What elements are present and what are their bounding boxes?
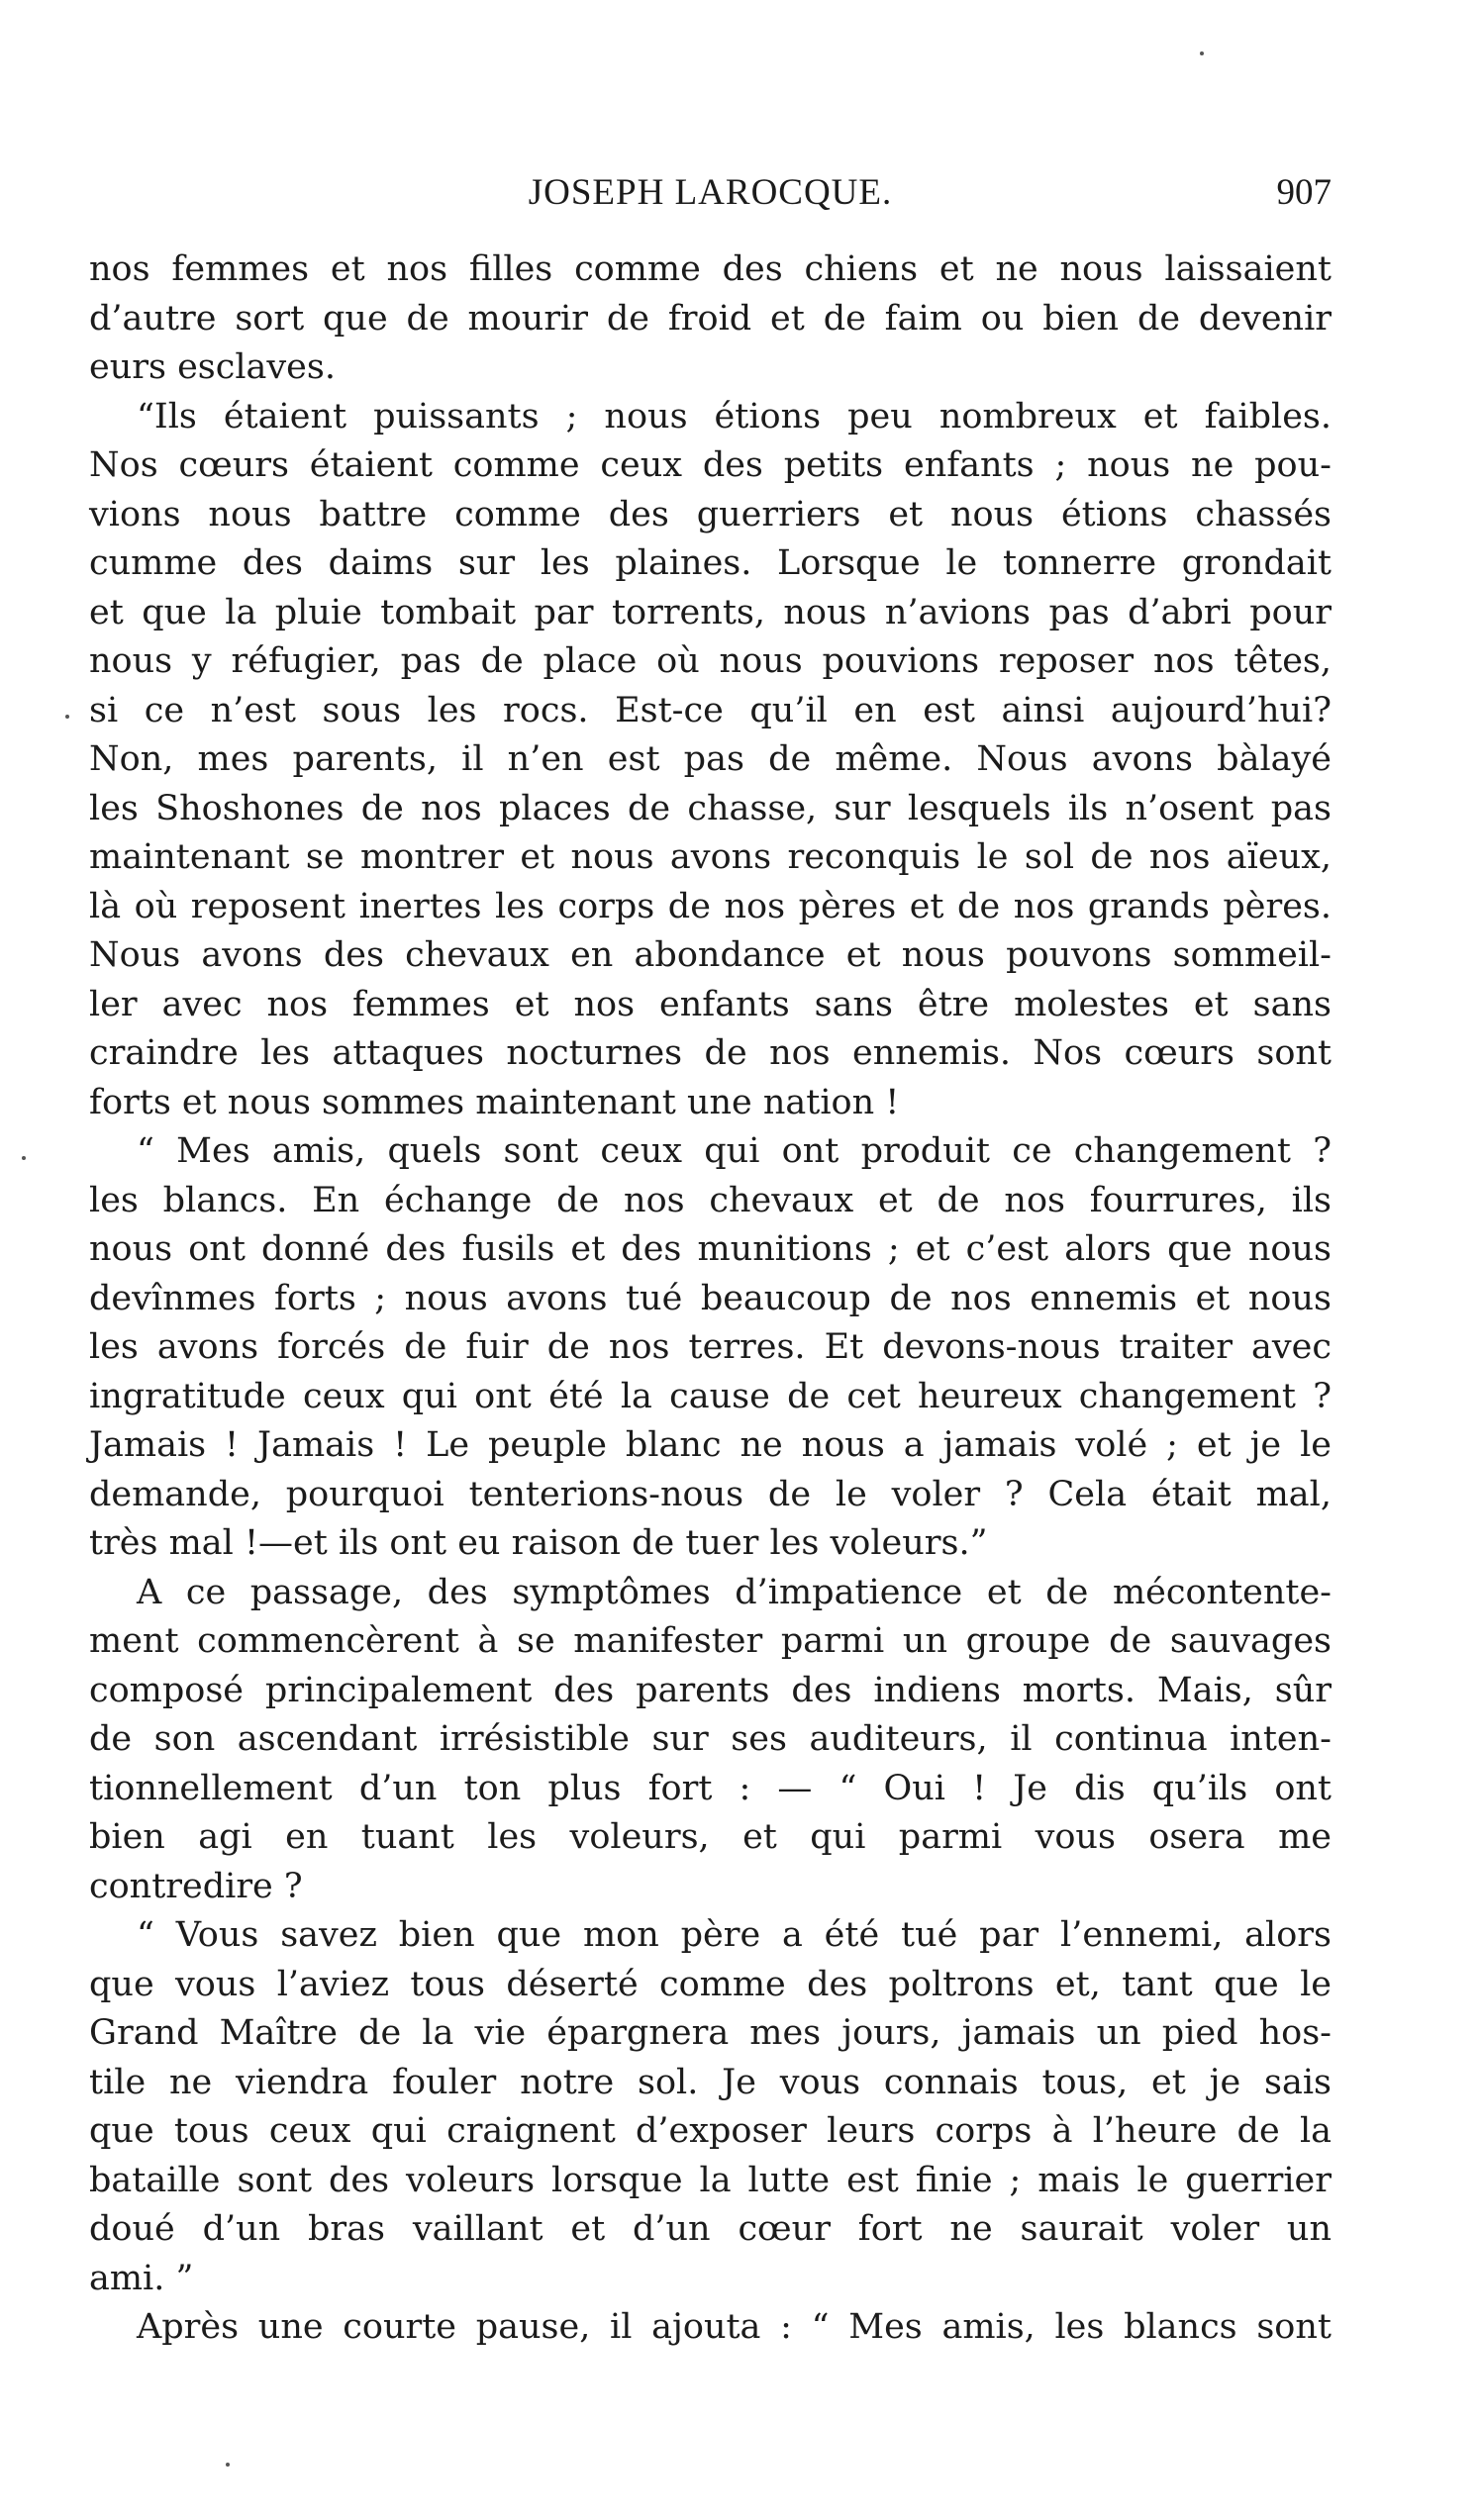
text-line: cumme des daims sur les plaines. Lorsque le tonnerre grondait — [89, 543, 1332, 583]
text-line: les blancs. En échange de nos chevaux et de nos fourrures, ils — [89, 1180, 1332, 1220]
text-line: “Ils étaient puissants ; nous étions peu nombreux et faibles. — [137, 396, 1332, 436]
text-line: d’autre sort que de mourir de froid et de faim ou bien de devenir — [89, 298, 1332, 339]
text-line: Nos cœurs étaient comme ceux des petits enfants ; nous ne pou- — [89, 445, 1332, 485]
text-line: et que la pluie tombait par torrents, nous n’avions pas d’abri pour — [89, 592, 1332, 632]
print-speck — [22, 1156, 26, 1160]
text-line: eurs esclaves. — [89, 347, 336, 387]
text-line: que vous l’aviez tous déserté comme des poltrons et, tant que le — [89, 1964, 1332, 2004]
text-line: bien agi en tuant les voleurs, et qui parmi vous osera me — [89, 1817, 1332, 1857]
text-line: de son ascendant irrésistible sur ses auditeurs, il continua inten- — [89, 1719, 1332, 1759]
text-line: doué d’un bras vaillant et d’un cœur fort ne saurait voler un — [89, 2209, 1332, 2249]
text-line: ami. ” — [89, 2258, 194, 2298]
text-line: craindre les attaques nocturnes de nos ennemis. Nos cœurs sont — [89, 1033, 1332, 1073]
text-line: si ce n’est sous les rocs. Est-ce qu’il en est ainsi aujourd’hui? — [89, 690, 1332, 730]
text-line: très mal !—et ils ont eu raison de tuer les voleurs.” — [89, 1523, 988, 1563]
text-line: que tous ceux qui craignent d’exposer leurs corps à l’heure de la — [89, 2111, 1332, 2151]
text-line: “ Vous savez bien que mon père a été tué par l’ennemi, alors — [137, 1915, 1332, 1955]
print-speck — [1200, 51, 1204, 55]
text-line: les Shoshones de nos places de chasse, sur lesquels ils n’osent pas — [89, 788, 1332, 828]
text-line: là où reposent inertes les corps de nos pères et de nos grands pères. — [89, 886, 1332, 926]
text-line: nous y réfugier, pas de place où nous pouvions reposer nos têtes, — [89, 641, 1332, 681]
text-line: tile ne viendra fouler notre sol. Je vous connais tous, et je sais — [89, 2062, 1332, 2102]
text-line: Jamais ! Jamais ! Le peuple blanc ne nous a jamais volé ; et je le — [89, 1425, 1332, 1465]
text-line: demande, pourquoi tenterions-nous de le voler ? Cela était mal, — [89, 1474, 1332, 1514]
text-line: “ Mes amis, quels sont ceux qui ont produit ce changement ? — [137, 1131, 1332, 1171]
text-line: nous ont donné des fusils et des munitions ; et c’est alors que nous — [89, 1229, 1332, 1269]
text-line: devînmes forts ; nous avons tué beaucoup de nos ennemis et nous — [89, 1278, 1332, 1318]
text-line: tionnellement d’un ton plus fort : — “ Oui ! Je dis qu’ils ont — [89, 1768, 1332, 1808]
text-line: contredire ? — [89, 1866, 303, 1906]
text-line: les avons forcés de fuir de nos terres. Et devons-nous traiter avec — [89, 1327, 1332, 1367]
text-line: bataille sont des voleurs lorsque la lutte est finie ; mais le guerrier — [89, 2160, 1332, 2200]
body-text — [89, 245, 1332, 2353]
text-line: vions nous battre comme des guerriers et nous étions chassés — [89, 494, 1332, 534]
text-line: ler avec nos femmes et nos enfants sans être molestes et sans — [89, 984, 1332, 1024]
running-title: JOSEPH LAROCQUE. — [528, 172, 893, 213]
text-line: forts et nous sommes maintenant une nation ! — [89, 1082, 900, 1122]
text-line: A ce passage, des symptômes d’impatience et de mécontente- — [137, 1572, 1332, 1612]
text-line: Nous avons des chevaux en abondance et nous pouvons sommeil- — [89, 935, 1332, 975]
text-line: nos femmes et nos filles comme des chiens et ne nous laissaient — [89, 249, 1332, 289]
text-line: maintenant se montrer et nous avons reconquis le sol de nos aïeux, — [89, 837, 1332, 877]
print-speck — [65, 715, 69, 719]
page-number: 907 — [1276, 172, 1332, 213]
page-header — [89, 163, 1332, 223]
text-line: Grand Maître de la vie épargnera mes jours, jamais un pied hos- — [89, 2013, 1332, 2053]
text-line: ingratitude ceux qui ont été la cause de cet heureux changement ? — [89, 1376, 1332, 1416]
text-line: composé principalement des parents des indiens morts. Mais, sûr — [89, 1670, 1332, 1710]
print-speck — [226, 2463, 230, 2467]
text-line: ment commencèrent à se manifester parmi un groupe de sauvages — [89, 1621, 1332, 1661]
text-line: Après une courte pause, il ajouta : “ Mes amis, les blancs sont — [137, 2307, 1332, 2347]
text-line: Non, mes parents, il n’en est pas de même. Nous avons bàlayé — [89, 739, 1332, 779]
